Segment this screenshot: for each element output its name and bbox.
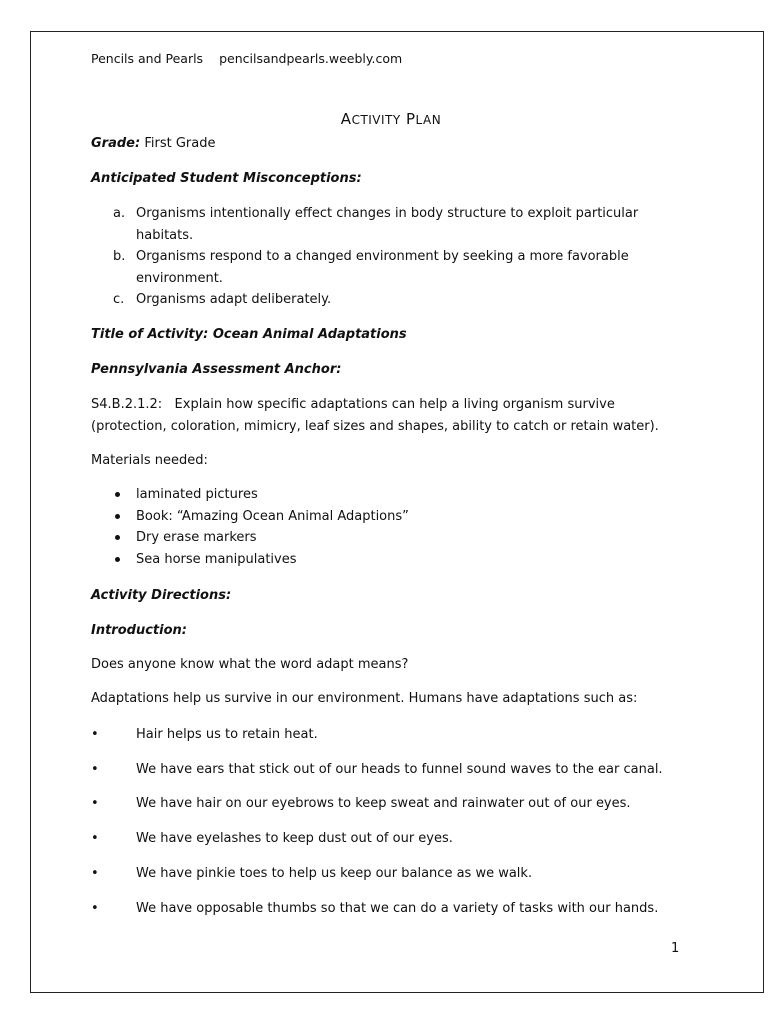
list-item	[91, 203, 691, 246]
list-item	[91, 828, 453, 849]
materials-list	[91, 484, 409, 571]
bullet-icon	[115, 557, 120, 562]
list-item	[91, 506, 409, 528]
title-rest-1: CTIVITY	[351, 113, 401, 127]
list-item-text: laminated pictures	[136, 487, 258, 502]
list-item	[91, 527, 409, 549]
title-initial-1: A	[340, 110, 352, 128]
list-item-text: We have eyelashes to keep dust out of our eyes.	[136, 831, 453, 846]
intro-question: Does anyone know what the word adapt means?	[91, 657, 409, 672]
grade-label: Grade:	[91, 136, 141, 151]
list-marker: b.	[113, 249, 126, 264]
bullet-icon	[115, 514, 120, 519]
site-name: Pencils and Pearls	[91, 51, 204, 66]
list-item-text: We have ears that stick out of our heads to funnel sound waves to the ear canal.	[136, 762, 663, 777]
list-item-text: Organisms adapt deliberately.	[136, 292, 332, 307]
bullet-icon: •	[91, 901, 99, 916]
bullet-icon: •	[91, 727, 99, 742]
grade-line	[91, 133, 215, 154]
document-page	[30, 31, 764, 993]
list-item	[91, 724, 318, 745]
list-item-text: Organisms respond to a changed environment by seeking a more favorable environment.	[136, 249, 629, 286]
list-marker: a.	[113, 206, 126, 221]
misconceptions-list	[91, 203, 691, 311]
list-item	[91, 793, 631, 814]
site-url: pencilsandpearls.weebly.com	[219, 51, 403, 66]
activity-title: Title of Activity: Ocean Animal Adaptations	[91, 327, 407, 342]
title-initial-2: P	[406, 110, 416, 128]
bullet-icon: •	[91, 831, 99, 846]
list-item-text: Dry erase markers	[136, 530, 257, 546]
misconceptions-heading: Anticipated Student Misconceptions:	[91, 171, 362, 186]
anchor-heading: Pennsylvania Assessment Anchor:	[91, 362, 342, 377]
bullet-icon: •	[91, 762, 99, 777]
adaptations-intro: Adaptations help us survive in our environment. Humans have adaptations such as:	[91, 691, 638, 706]
bullet-icon	[115, 492, 120, 497]
list-item	[91, 898, 658, 919]
introduction-heading: Introduction:	[91, 623, 187, 638]
page-header	[91, 48, 402, 69]
list-item-text: Hair helps us to retain heat.	[136, 727, 318, 742]
list-item	[91, 863, 532, 884]
list-item-text: We have opposable thumbs so that we can do a variety of tasks with our hands.	[136, 901, 659, 916]
list-item	[91, 759, 663, 780]
materials-heading: Materials needed:	[91, 453, 208, 468]
list-item	[91, 246, 691, 289]
directions-heading: Activity Directions:	[91, 588, 232, 603]
grade-value: First Grade	[144, 136, 216, 151]
bullet-icon: •	[91, 866, 99, 881]
bullet-icon	[115, 535, 120, 540]
list-item-text: Organisms intentionally effect changes in body structure to exploit particular habitats.	[136, 206, 639, 243]
list-marker: c.	[113, 292, 125, 307]
list-item	[91, 289, 691, 311]
anchor-line-1: S4.B.2.1.2: Explain how specific adaptations can help a living organism survive	[91, 397, 615, 412]
list-item-text: We have hair on our eyebrows to keep sweat and rainwater out of our eyes.	[136, 796, 631, 811]
title-rest-2: LAN	[415, 113, 442, 127]
page-title	[91, 109, 691, 131]
list-item	[91, 549, 409, 571]
list-item-text: Book: “Amazing Ocean Animal Adaptions”	[136, 508, 409, 524]
anchor-line-2: (protection, coloration, mimicry, leaf sizes and shapes, ability to catch or retain water).	[91, 419, 659, 434]
list-item	[91, 484, 409, 506]
list-item-text: Sea horse manipulatives	[136, 552, 297, 568]
page-number: 1	[671, 941, 680, 956]
bullet-icon: •	[91, 796, 99, 811]
list-item-text: We have pinkie toes to help us keep our balance as we walk.	[136, 866, 533, 881]
